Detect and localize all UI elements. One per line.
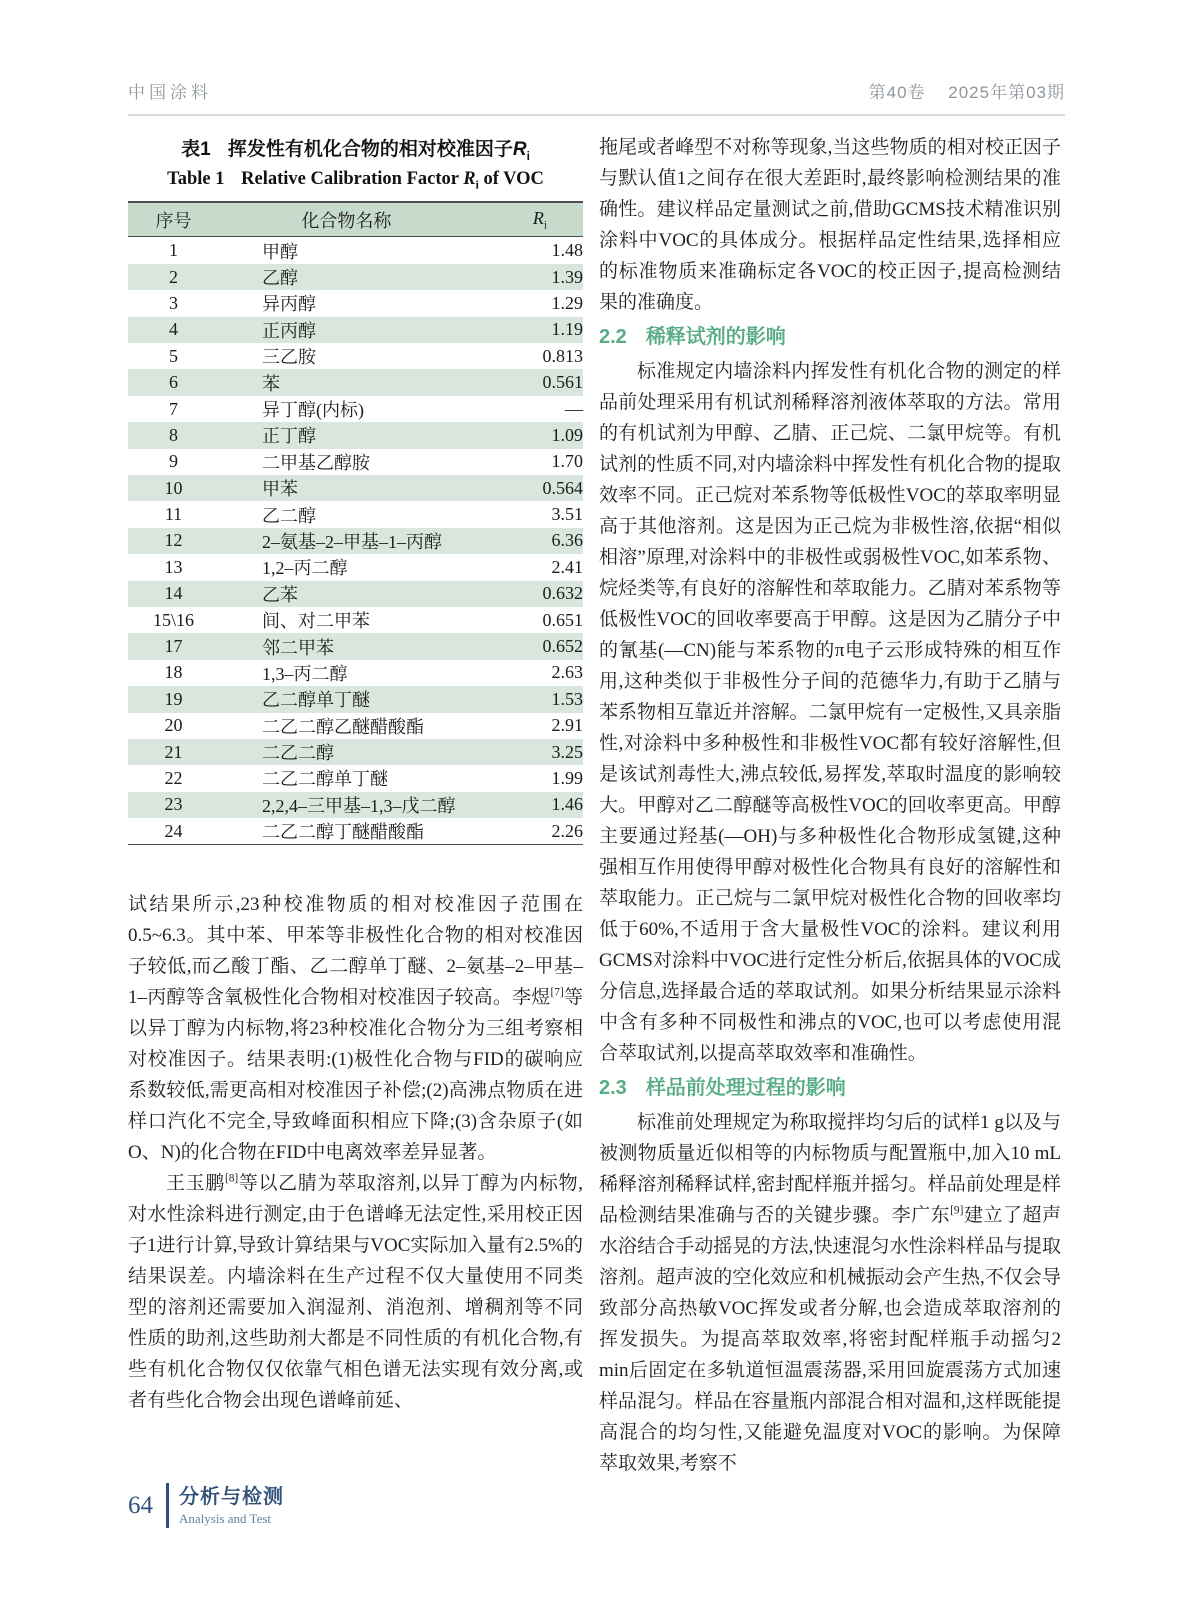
table-row <box>128 739 583 765</box>
running-head <box>128 78 1065 116</box>
ri-value: 2.26 <box>551 820 583 841</box>
table-row <box>128 475 583 501</box>
footer-section-cn: 分析与检测 <box>179 1485 284 1508</box>
section-title: 样品前处理过程的影响 <box>645 1077 846 1099</box>
table-row <box>128 660 583 686</box>
column-header-ri: $R_i$ <box>474 202 583 237</box>
compound-name: 乙苯 <box>262 584 298 605</box>
footer-section-en: Analysis and Test <box>179 1510 272 1526</box>
compound-name: 三乙胺 <box>262 347 316 368</box>
ri-value: 3.51 <box>551 504 583 525</box>
journal-name: 中国涂料 <box>128 83 212 102</box>
compound-name: 间、对二甲苯 <box>262 611 370 632</box>
row-number: 7 <box>169 398 178 419</box>
ri-value: 0.651 <box>542 609 583 630</box>
row-number: 9 <box>169 451 178 472</box>
compound-name: 异丙醇 <box>262 294 316 315</box>
section-number: 2.3 <box>599 1077 627 1099</box>
compound-name: 正丙醇 <box>262 320 316 341</box>
body-paragraph: 标准前处理规定为称取搅拌均匀后的试样1 g以及与被测物质量近似相等的内标物质与配置瓶中,加入10 mL稀释溶剂稀释试样,密封配样瓶并摇匀。样品前处理是样品检测结果准确与否的关键步骤。李广东[9]建立了超声水浴结合手动摇晃的方法,快速混匀水性涂料样品与提取溶剂。超声波的空化效应和机械振动会产生热,不仅会导致部分高热敏VOC挥发或者分解,也会造成萃取溶剂的挥发损失。为提高萃取效率,将密封配样瓶手动摇匀2 min后固定在多轨道恒温震荡器,采用回旋震荡方式加速样品混匀。样品在容量瓶内部混合相对温和,这样既能提高混合的均匀性,又能避免温度对VOC的影响。为保障萃取效果,考察不 <box>599 1112 1061 1474</box>
row-number: 3 <box>169 292 178 313</box>
table-row <box>128 317 583 343</box>
row-number: 23 <box>164 794 183 815</box>
compound-name: 二乙二醇单丁醚 <box>262 769 388 790</box>
table-title-cn: 表1 挥发性有机化合物的相对校准因子$R_i$ <box>181 139 530 163</box>
row-number: 14 <box>164 583 183 604</box>
table-row <box>128 528 583 554</box>
table-row <box>128 792 583 818</box>
footer-divider-bar <box>166 1483 169 1528</box>
table-row <box>128 686 583 712</box>
volume-number: 第40卷 <box>868 83 926 102</box>
table-row <box>128 765 583 791</box>
ri-value: 0.652 <box>542 636 583 657</box>
compound-name: 二乙二醇 <box>262 743 334 764</box>
body-paragraph: 试结果所示,23种校准物质的相对校准因子范围在0.5~6.3。其中苯、甲苯等非极性化合物的相对校准因子较低,而乙酸丁酯、乙二醇单丁醚、2–氨基–2–甲基–1–丙醇等含氧极性化合物相对校准因子较高。李煜[7]等以异丁醇为内标物,将23种校准化合物分为三组考察相对校准因子。结果表明:(1)极性化合物与FID的碳响应系数较低,需更高相对校准因子补偿;(2)高沸点物质在进样口汽化不完全,导致峰面积相应下降;(3)含杂原子(如O、N)的化合物在FID中电离效率差异显著。 <box>128 894 583 1164</box>
row-number: 2 <box>169 266 178 287</box>
row-number: 12 <box>164 530 183 551</box>
body-paragraph: 拖尾或者峰型不对称等现象,当这些物质的相对校正因子与默认值1之间存在很大差距时,最终影响检测结果的准确性。建议样品定量测试之前,借助GCMS技术精准识别涂料中VOC的具体成分。根据样品定性结果,选择相应的标准物质来准确标定各VOC的校正因子,提高检测结果的准确度。 <box>599 137 1061 313</box>
row-number: 4 <box>169 319 178 340</box>
ri-value: — <box>565 398 583 419</box>
body-paragraph: 王玉鹏[8]等以乙腈为萃取溶剂,以异丁醇为内标物,对水性涂料进行测定,由于色谱峰无法定性,采用校正因子1进行计算,导致计算结果与VOC实际加入量有2.5%的结果误差。内墙涂料在生产过程不仅大量使用不同类型的溶剂还需要加入润湿剂、消泡剂、增稠剂等不同性质的助剂,这些助剂大都是不同性质的有机化合物,有些有机化合物仅仅依靠气相色谱无法实现有效分离,或者有些化合物会出现色谱峰前延、 <box>128 1173 583 1412</box>
ri-value: 0.813 <box>542 345 583 366</box>
compound-name: 异丁醇(内标) <box>262 400 364 421</box>
ri-value: 2.63 <box>551 662 583 683</box>
ri-value: 1.09 <box>551 424 583 445</box>
row-number: 18 <box>164 662 183 683</box>
table-row <box>128 396 583 422</box>
compound-name: 2,2,4–三甲基–1,3–戊二醇 <box>262 795 456 816</box>
table-row <box>128 422 583 448</box>
table-row <box>128 501 583 527</box>
ri-value: 6.36 <box>551 530 583 551</box>
column-header-compound: 化合物名称 <box>219 202 474 237</box>
compound-name: 二乙二醇丁醚醋酸酯 <box>262 822 424 843</box>
table-row <box>128 449 583 475</box>
page-footer <box>128 1483 284 1528</box>
voc-calibration-table <box>128 201 583 845</box>
section-heading-2-2 <box>599 321 1061 353</box>
issue-info <box>851 78 1065 103</box>
table-row <box>128 343 583 369</box>
ri-value: 0.561 <box>542 372 583 393</box>
compound-name: 乙二醇单丁醚 <box>262 690 370 711</box>
row-number: 6 <box>169 372 178 393</box>
table-title-en: Table 1 Relative Calibration Factor $R_i$ of VOC <box>167 168 544 192</box>
compound-name: 2–氨基–2–甲基–1–丙醇 <box>262 531 442 552</box>
row-number: 15\16 <box>152 609 194 630</box>
ri-value: 2.41 <box>551 556 583 577</box>
section-title: 稀释试剂的影响 <box>645 326 786 348</box>
table-row <box>128 581 583 607</box>
compound-name: 乙醇 <box>262 268 298 289</box>
row-number: 22 <box>164 767 183 788</box>
ri-value: 1.39 <box>551 266 583 287</box>
compound-name: 甲苯 <box>262 479 298 500</box>
table-row <box>128 554 583 580</box>
row-number: 8 <box>169 424 178 445</box>
table-row <box>128 607 583 633</box>
ri-value: 1.99 <box>551 767 583 788</box>
row-number: 20 <box>164 715 183 736</box>
compound-name: 正丁醇 <box>262 426 316 447</box>
ri-value: 1.46 <box>551 794 583 815</box>
compound-name: 二乙二醇乙醚醋酸酯 <box>262 716 424 737</box>
row-number: 11 <box>164 504 183 525</box>
footer-section <box>179 1485 284 1527</box>
right-column <box>599 132 1061 1479</box>
table-row <box>128 369 583 395</box>
ri-value: 1.19 <box>551 319 583 340</box>
row-number: 13 <box>164 556 183 577</box>
table-row <box>128 633 583 659</box>
ri-value: 2.91 <box>551 715 583 736</box>
column-header-no: 序号 <box>128 202 219 237</box>
row-number: 19 <box>164 688 183 709</box>
compound-name: 1,2–丙二醇 <box>262 558 348 579</box>
left-column <box>128 132 583 1416</box>
table-header-row <box>128 202 583 237</box>
compound-name: 二甲基乙醇胺 <box>262 452 370 473</box>
issue-number: 2025年第03期 <box>948 83 1065 102</box>
table-body <box>128 237 583 845</box>
ri-value: 1.29 <box>551 292 583 313</box>
table-row <box>128 237 583 264</box>
table-row <box>128 290 583 316</box>
body-paragraph: 标准规定内墙涂料内挥发性有机化合物的测定的样品前处理采用有机试剂稀释溶剂液体萃取的方法。常用的有机试剂为甲醇、乙腈、正己烷、二氯甲烷等。有机试剂的性质不同,对内墙涂料中挥发性有机化合物的提取效率不同。正己烷对苯系物等低极性VOC的萃取率明显高于其他溶剂。这是因为正己烷为非极性溶,依据“相似相溶”原理,对涂料中的非极性或弱极性VOC,如苯系物、烷烃类等,有良好的溶解性和萃取能力。乙腈对苯系物等低极性VOC的回收率要高于甲醇。这是因为乙腈分子中的氰基(—CN)能与苯系物的π电子云形成特殊的相互作用,这种类似于非极性分子间的范德华力,有助于乙腈与苯系物相互靠近并溶解。二氯甲烷有一定极性,又具亲脂性,对涂料中多种极性和非极性VOC都有较好溶解性,但是该试剂毒性大,沸点较低,易挥发,萃取时温度的影响较大。甲醇对乙二醇醚等高极性VOC的回收率更高。甲醇主要通过羟基(—OH)与多种极性化合物形成氢键,这种强相互作用使得甲醇对极性化合物具有良好的溶解性和萃取能力。正己烷与二氯甲烷对极性化合物的回收率均低于60%,不适用于含大量极性VOC的涂料。建议利用GCMS对涂料中VOC进行定性分析后,依据具体的VOC成分信息,选择最合适的萃取试剂。如果分析结果显示涂料中含有多种不同极性和沸点的VOC,也可以考虑使用混合萃取试剂,以提高萃取效率和准确性。 <box>599 361 1061 1064</box>
row-number: 10 <box>164 477 183 498</box>
ri-value: 1.70 <box>551 451 583 472</box>
ri-value: 1.53 <box>551 688 583 709</box>
ri-value: 0.564 <box>542 477 583 498</box>
table-row <box>128 264 583 290</box>
compound-name: 甲醇 <box>262 241 298 262</box>
ri-value: 1.48 <box>551 240 583 261</box>
ri-value: 0.632 <box>542 583 583 604</box>
page-number: 64 <box>128 1491 153 1519</box>
row-number: 5 <box>169 345 178 366</box>
compound-name: 乙二醇 <box>262 505 316 526</box>
ri-value: 3.25 <box>551 741 583 762</box>
compound-name: 1,3–丙二醇 <box>262 663 348 684</box>
row-number: 24 <box>164 820 183 841</box>
row-number: 1 <box>169 240 178 261</box>
table-row <box>128 818 583 845</box>
table-row <box>128 713 583 739</box>
section-number: 2.2 <box>599 326 627 348</box>
section-heading-2-3 <box>599 1072 1061 1104</box>
compound-name: 邻二甲苯 <box>262 637 334 658</box>
row-number: 21 <box>164 741 183 762</box>
row-number: 17 <box>164 636 183 657</box>
compound-name: 苯 <box>262 373 280 394</box>
